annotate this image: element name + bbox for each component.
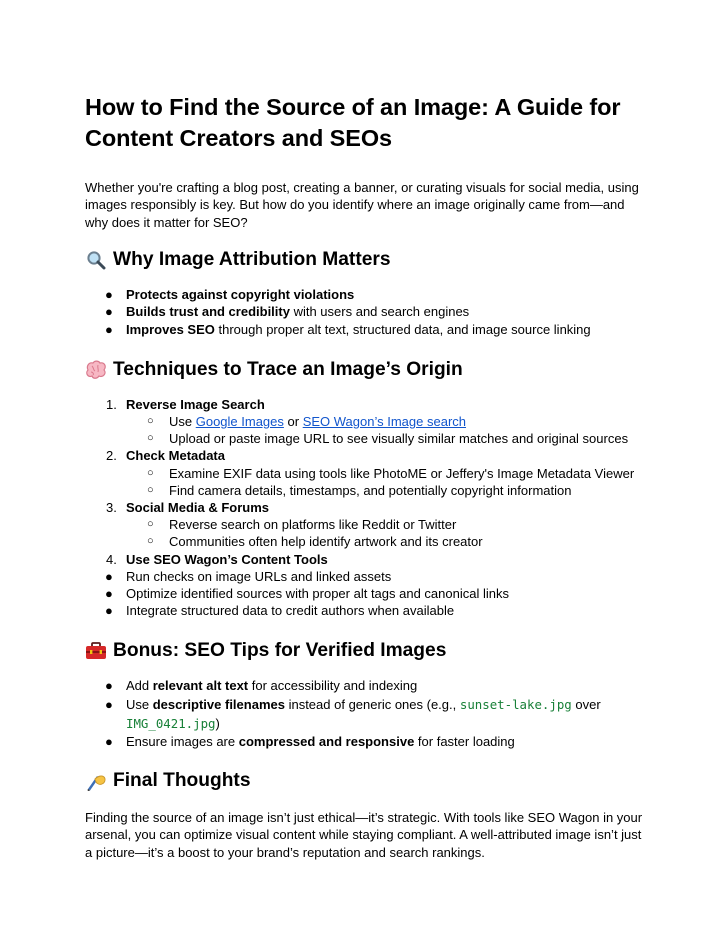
circle-marker: ○ bbox=[147, 432, 154, 445]
list-item-text: over bbox=[571, 696, 601, 712]
step-title: Use SEO Wagon’s Content Tools bbox=[126, 551, 328, 567]
list-item-text: ) bbox=[215, 715, 220, 731]
magnifying-glass-icon bbox=[85, 249, 107, 271]
bullet-marker: ● bbox=[105, 568, 113, 584]
section-heading-techniques-text: Techniques to Trace an Image’s Origin bbox=[113, 358, 463, 380]
list-item bbox=[85, 585, 645, 602]
section-heading-bonus bbox=[85, 639, 645, 663]
list-item bbox=[85, 677, 645, 694]
brain-icon bbox=[85, 359, 107, 381]
intro-paragraph: Whether you're crafting a blog post, creating a banner, or curating visuals for social media, using images responsibly is key. But how do you identify where an image originally came from—and why does it matter for SEO? bbox=[85, 180, 639, 230]
list-item-text: Run checks on image URLs and linked assets bbox=[126, 568, 392, 584]
list-item-text: Add bbox=[126, 678, 153, 694]
sub-item-text: Examine EXIF data using tools like PhotoME or Jeffery's Image Metadata Viewer bbox=[169, 465, 635, 481]
filename-code: sunset-lake.jpg bbox=[459, 696, 572, 712]
bullet-marker: ● bbox=[105, 321, 113, 337]
why-list bbox=[85, 286, 645, 338]
sub-item bbox=[85, 516, 645, 533]
sub-item-text: Communities often help identify artwork and its creator bbox=[169, 534, 483, 550]
list-item-bold: Protects against copyright violations bbox=[126, 287, 355, 303]
sub-item-text: Reverse search on platforms like Reddit or Twitter bbox=[169, 517, 457, 533]
list-item-bold: Builds trust and credibility bbox=[126, 304, 290, 320]
list-item bbox=[85, 568, 645, 585]
list-item-text: Use bbox=[126, 696, 153, 712]
bullet-marker: ● bbox=[105, 696, 113, 712]
bullet-marker: ● bbox=[105, 733, 113, 749]
circle-marker: ○ bbox=[147, 466, 154, 479]
list-item bbox=[85, 286, 645, 303]
sub-item bbox=[85, 533, 645, 550]
final-paragraph: Finding the source of an image isn’t just ethical—it’s strategic. With tools like SEO Wagon in your arsenal, you can optimize visual content while staying compliant. A well-attributed image isn’t just a picture—it’s a boost to your brand’s reputation and search rankings. bbox=[85, 809, 643, 860]
section-heading-why-text: Why Image Attribution Matters bbox=[113, 249, 391, 271]
step-number: 4. bbox=[106, 551, 117, 567]
list-item-bold: Improves SEO bbox=[126, 321, 215, 337]
techniques-list bbox=[85, 396, 645, 620]
list-item-bold: relevant alt text bbox=[152, 678, 249, 694]
sub-item bbox=[85, 430, 645, 447]
bullet-marker: ● bbox=[105, 287, 113, 303]
step-title: Social Media & Forums bbox=[126, 500, 270, 516]
step-item bbox=[85, 396, 645, 448]
step-number: 1. bbox=[106, 396, 117, 412]
list-item-text: Ensure images are bbox=[126, 733, 239, 749]
list-item-text: instead of generic ones (e.g., bbox=[284, 696, 460, 712]
step-item bbox=[85, 499, 645, 551]
list-item bbox=[85, 303, 645, 320]
step-item bbox=[85, 447, 645, 499]
section-heading-final bbox=[85, 769, 645, 793]
writing-hand-icon bbox=[85, 770, 107, 792]
section-heading-why bbox=[85, 248, 645, 272]
list-item-text: for accessibility and indexing bbox=[248, 678, 418, 694]
sub-item-text: Use bbox=[169, 414, 196, 430]
list-item bbox=[85, 695, 645, 733]
bullet-marker: ● bbox=[105, 603, 113, 619]
circle-marker: ○ bbox=[147, 518, 154, 531]
list-item bbox=[85, 733, 645, 750]
seo-wagon-image-search-link[interactable]: SEO Wagon’s Image search bbox=[302, 414, 467, 430]
circle-marker: ○ bbox=[147, 415, 154, 428]
bullet-marker: ● bbox=[105, 304, 113, 320]
bullet-marker: ● bbox=[105, 586, 113, 602]
step-number: 3. bbox=[106, 500, 117, 516]
step-item bbox=[85, 551, 645, 568]
document-title: How to Find the Source of an Image: A Guide for Content Creators and SEOs bbox=[85, 94, 621, 151]
list-item-text: with users and search engines bbox=[289, 304, 470, 320]
sub-item bbox=[85, 413, 645, 430]
list-item-text: through proper alt text, structured data, and image source linking bbox=[214, 321, 591, 337]
filename-code: IMG_0421.jpg bbox=[126, 715, 216, 731]
section-heading-final-text: Final Thoughts bbox=[113, 769, 251, 791]
list-item-text: for faster loading bbox=[414, 733, 515, 749]
sub-item-text: or bbox=[283, 414, 303, 430]
step-number: 2. bbox=[106, 448, 117, 464]
sub-item-text: Find camera details, timestamps, and potentially copyright information bbox=[169, 482, 572, 498]
bullet-marker: ● bbox=[105, 678, 113, 694]
google-images-link[interactable]: Google Images bbox=[195, 414, 284, 430]
bonus-list bbox=[85, 677, 645, 749]
step-title: Check Metadata bbox=[126, 448, 225, 464]
sub-item bbox=[85, 465, 645, 482]
circle-marker: ○ bbox=[147, 483, 154, 496]
list-item-bold: descriptive filenames bbox=[152, 696, 285, 712]
circle-marker: ○ bbox=[147, 535, 154, 548]
sub-item-text: Upload or paste image URL to see visually similar matches and original sources bbox=[169, 431, 629, 447]
list-item-text: Optimize identified sources with proper alt tags and canonical links bbox=[126, 586, 509, 602]
sub-item bbox=[85, 482, 645, 499]
list-item bbox=[85, 602, 645, 619]
toolbox-icon bbox=[85, 640, 107, 662]
section-heading-techniques bbox=[85, 358, 645, 382]
step-title: Reverse Image Search bbox=[126, 396, 265, 412]
list-item-text: Integrate structured data to credit authors when available bbox=[126, 603, 455, 619]
section-heading-bonus-text: Bonus: SEO Tips for Verified Images bbox=[113, 640, 447, 662]
list-item bbox=[85, 321, 645, 338]
document-page bbox=[85, 92, 645, 861]
list-item-bold: compressed and responsive bbox=[238, 733, 415, 749]
